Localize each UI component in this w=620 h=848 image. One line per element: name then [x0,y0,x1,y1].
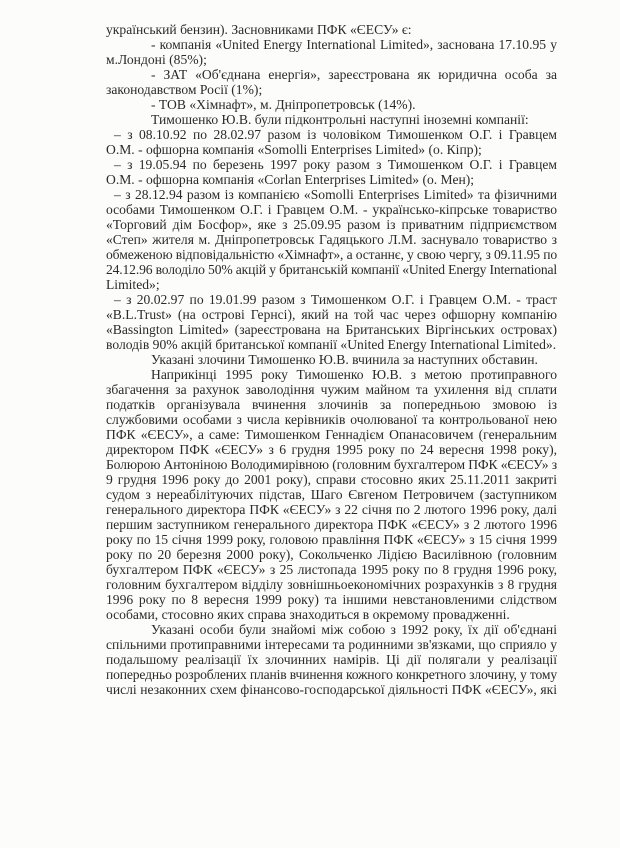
text-line: Указані злочини Тимошенко Ю.В. вчинила за наступних обставин. [151,352,538,367]
text-line: – з 20.02.97 по 19.01.99 разом з Тимошенком О.Г. і Гравцем О.М. - траст [114,292,557,307]
text-line: першим заступником генерального директора ПФК «ЄЕСУ» з 2 лютого 1996 [106,517,557,532]
text-line: 24.12.96 володіло 50% акцій у британській компанії «United Energy International [106,262,557,277]
text-line: «Bassington Limited» (зареєстрована на Британських Віргінських островах) [106,322,557,337]
text-line: - ТОВ «Хімнафт», м. Дніпропетровськ (14%). [151,97,416,112]
text-line: генерального директора ПФК «ЄЕСУ» з 22 січня по 2 лютого 1996 року, далі [106,502,557,517]
text-line: Наприкінці 1995 року Тимошенко Ю.В. з метою протиправного [151,367,557,382]
text-line: 9 грудня 1996 року до 2001 року), справи стосовно яких 25.11.2011 закриті [106,472,557,487]
text-line: попередньо розроблених планів вчинення кожного конкретного злочину, у тому [106,667,557,682]
text-line: володів 90% акцій британської компанії «United Energy International Limited». [106,337,557,352]
text-line: збагачення за рахунок заволодіння чужим майном та ухилення від сплати [106,382,557,397]
text-line: О.М. - офшорна компанія «Corlan Enterprises Limited» (о. Мен); [106,172,475,187]
text-line: податків організувала вчинення злочинів за попередньою змовою із [106,397,557,412]
text-line: директором ПФК «ЄЕСУ» з 6 грудня 1995 року по 24 вересня 1998 року), [106,442,557,457]
text-line: року по 15 січня 1999 року, головою правління ПФК «ЄЕСУ» з 15 січня 1999 [106,532,557,547]
text-line: обмеженою відповідальністю «Хімнафт», а останнє, у свою чергу, з 09.11.95 по [106,247,557,262]
text-line: подальшому реалізації їх злочинних намірів. Ці дії полягали у реалізації [106,652,557,667]
text-line: спільними протиправними інтересами та родинними зв'язками, що сприяло у [106,637,557,652]
text-line: – з 19.05.94 по березень 1997 року разом з Тимошенком О.Г. і Гравцем [114,157,557,172]
text-line: Болюрою Антоніною Володимирівною (головним бухгалтером ПФК «ЄЕСУ» з [106,457,557,472]
text-line: Указані особи були знайомі між собою з 1992 року, їх дії об'єднані [151,622,557,637]
text-line: бухгалтером ПФК «ЄЕСУ» з 25 листопада 1995 року по 8 грудня 1996 року, [106,562,557,577]
text-line: службовими особами з числа керівників очолюваної та контрольованої нею [106,412,557,427]
text-line: особами Тимошенком О.Г. і Гравцем О.М. - українсько-кіпрське товариство [106,202,557,217]
text-line: – з 28.12.94 разом із компанією «Somolli Enterprises Limited» та фізичними [114,187,557,202]
document-body [106,22,557,697]
text-line: «Торговий дім Босфор», яке з 25.09.95 разом із приватним підприємством [106,217,557,232]
text-line: судом з нереабілітуючих підстав, Шаго Євгеном Петровичем (заступником [106,487,557,502]
text-line: числі незаконних схем фінансово-господарської діяльності ПФК «ЄЕСУ», які [106,682,557,697]
text-line: особами, стосовно яких справа знаходиться в окремому провадженні. [106,607,510,622]
text-line: «B.L.Trust» (на острові Гернсі), який на той час через офшорну компанію [106,307,557,322]
text-line: «Степ» жителя м. Дніпропетровськ Гадяцького Л.М. заснувало товариство з [106,232,557,247]
text-line: 1996 року по 8 вересня 1999 року) та іншими невстановленими слідством [106,592,557,607]
text-line: ПФК «ЄЕСУ», а саме: Тимошенком Геннадієм Опанасовичем (генеральним [106,427,557,442]
text-line: – з 08.10.92 по 28.02.97 разом із чоловіком Тимошенком О.Г. і Гравцем [114,127,557,142]
text-line: головним бухгалтером відділу зовнішньоекономічних розрахунків з 8 грудня [106,577,557,592]
text-line: український бензин). Засновниками ПФК «ЄЕСУ» є: [106,22,412,37]
text-line: року по 20 березня 2000 року), Сокольченко Лідією Василівною (головним [106,547,557,562]
text-line: О.М. - офшорна компанія «Somolli Enterprises Limited» (о. Кіпр); [106,142,482,157]
text-line: - ЗАТ «Об'єднана енергія», зареєстрована як юридична особа за [151,67,557,82]
text-line: м.Лондоні (85%); [106,52,207,67]
text-line: законодавством Росії (1%); [106,82,263,97]
text-line: Тимошенко Ю.В. були підконтрольні наступні іноземні компанії: [151,112,529,127]
text-line: - компанія «United Energy International Limited», заснована 17.10.95 у [151,37,557,52]
text-line: Limited»; [106,277,160,292]
